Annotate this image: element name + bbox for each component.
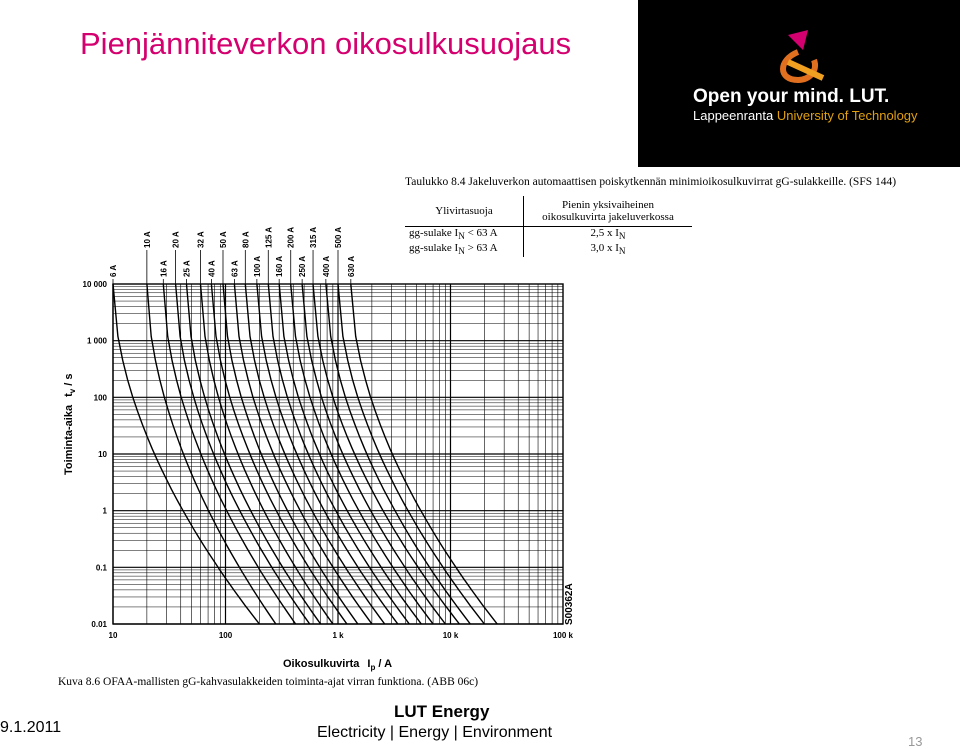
series-label: 160 A bbox=[275, 255, 285, 277]
chart-labels bbox=[83, 227, 574, 640]
series-label: 16 A bbox=[159, 260, 169, 277]
y-tick-label: 0.01 bbox=[91, 620, 107, 629]
logo-slogan: Open your mind. LUT. bbox=[693, 86, 890, 107]
series-label: 250 A bbox=[298, 255, 308, 277]
y-tick-label: 0.1 bbox=[95, 563, 107, 573]
footer-date: 9.1.2011 bbox=[0, 719, 62, 736]
table-header-col2: Pienin yksivaiheinen oikosulkuvirta jakeluverkossa bbox=[524, 196, 693, 227]
x-tick-label: 10 bbox=[108, 631, 118, 640]
y-axis-label: Toiminta-aikat$_v$ / s bbox=[63, 373, 77, 475]
series-label: 63 A bbox=[230, 260, 240, 277]
series-label: 125 A bbox=[264, 226, 274, 248]
x-axis-label: Oikosulkuvirta $I_p$ / A bbox=[283, 658, 393, 672]
series-label: 6 A bbox=[109, 264, 118, 277]
footer-tagline: Electricity | Energy | Environment bbox=[317, 724, 553, 741]
y-tick-label: 1 bbox=[102, 506, 107, 516]
y-tick-label: 100 bbox=[93, 393, 107, 403]
x-tick-label: 100 k bbox=[552, 631, 574, 640]
logo-university: Lappeenranta University of Technology bbox=[693, 108, 918, 123]
x-tick-label: 100 bbox=[218, 631, 233, 640]
series-label: 25 A bbox=[182, 260, 192, 277]
series-label: 40 A bbox=[207, 260, 217, 277]
chart-code: S00362A bbox=[564, 583, 575, 625]
y-tick-label: 10 bbox=[98, 450, 107, 459]
table-row: gg-sulake $I_N > 63$ A 3,0 x $I_N$ bbox=[405, 242, 692, 257]
series-label: 20 A bbox=[171, 231, 181, 248]
series-label: 400 A bbox=[321, 255, 331, 277]
series-label: 500 A bbox=[334, 226, 343, 248]
x-tick-label: 10 k bbox=[442, 631, 459, 640]
table-header-col1: Ylivirtasuoja bbox=[405, 196, 524, 227]
series-label: 50 A bbox=[219, 231, 228, 248]
series-label: 315 A bbox=[309, 226, 318, 248]
slide-title: Pienjänniteverkon oikosulkusuojaus bbox=[80, 26, 572, 61]
series-label: 32 A bbox=[196, 231, 206, 248]
series-label: 200 A bbox=[286, 226, 296, 248]
table-caption: Taulukko 8.4 Jakeluverkon automaattisen poiskytkennän minimioikosulkuvirrat gG-sulakkeille. (SFS 144) bbox=[405, 176, 897, 188]
x-tick-label: 1 k bbox=[332, 631, 344, 640]
table-row: gg-sulake $I_N < 63$ A 2,5 x $I_N$ bbox=[405, 227, 692, 243]
y-tick-label: 1 000 bbox=[86, 336, 107, 346]
figure-caption: Kuva 8.6 OFAA-mallisten gG-kahvasulakkeiden toiminta-ajat virran funktiona. (ABB 06c) bbox=[58, 676, 479, 688]
page-number: 13 bbox=[908, 734, 923, 749]
series-label: 100 A bbox=[252, 255, 262, 277]
series-label: 630 A bbox=[346, 255, 356, 277]
series-label: 10 A bbox=[142, 231, 152, 248]
series-label: 80 A bbox=[241, 231, 251, 248]
footer-org: LUT Energy bbox=[394, 702, 490, 721]
y-tick-label: 10 000 bbox=[82, 280, 107, 289]
